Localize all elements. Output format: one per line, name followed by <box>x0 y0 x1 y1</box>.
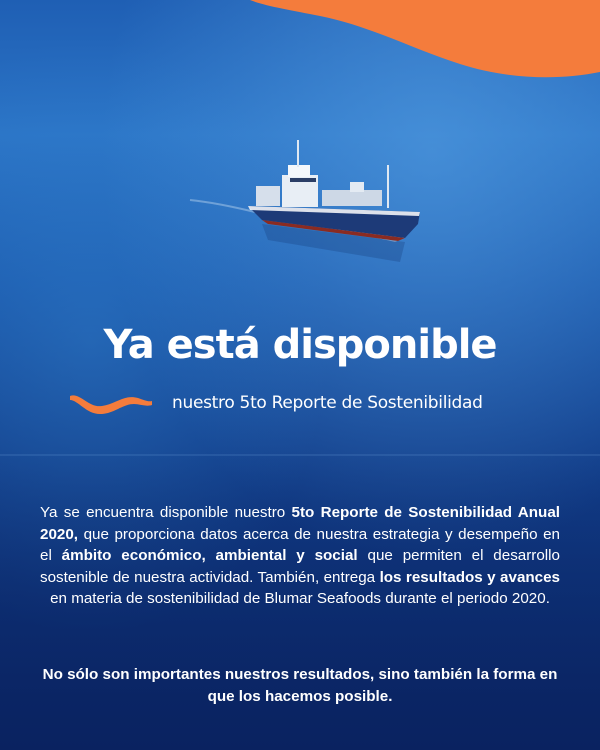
headline: Ya está disponible <box>103 322 497 368</box>
body-text: en materia de sostenibilidad de Blumar Seafoods durante el periodo 2020. <box>50 590 550 607</box>
body-paragraph <box>40 502 560 610</box>
subtitle: nuestro 5to Reporte de Sostenibilidad <box>172 393 483 413</box>
body-text: que proporciona datos acerca de nuestra estrategia y desempeño en el <box>40 525 560 564</box>
body-text: que permiten el desarrollo sostenible de nuestra actividad. También, entrega <box>40 547 560 586</box>
body-emphasis: ámbito económico, ambiental y social <box>61 547 358 564</box>
orange-wave-icon <box>66 390 156 418</box>
body-text: Ya se encuentra disponible nuestro <box>40 504 292 521</box>
body-emphasis: 5to Reporte de Sostenibilidad Anual 2020, <box>40 504 560 543</box>
body-emphasis: los resultados y avances <box>379 568 561 586</box>
closing-statement: No sólo son importantes nuestros resultados, sino también la forma en que los hacemos posible. <box>42 666 558 705</box>
